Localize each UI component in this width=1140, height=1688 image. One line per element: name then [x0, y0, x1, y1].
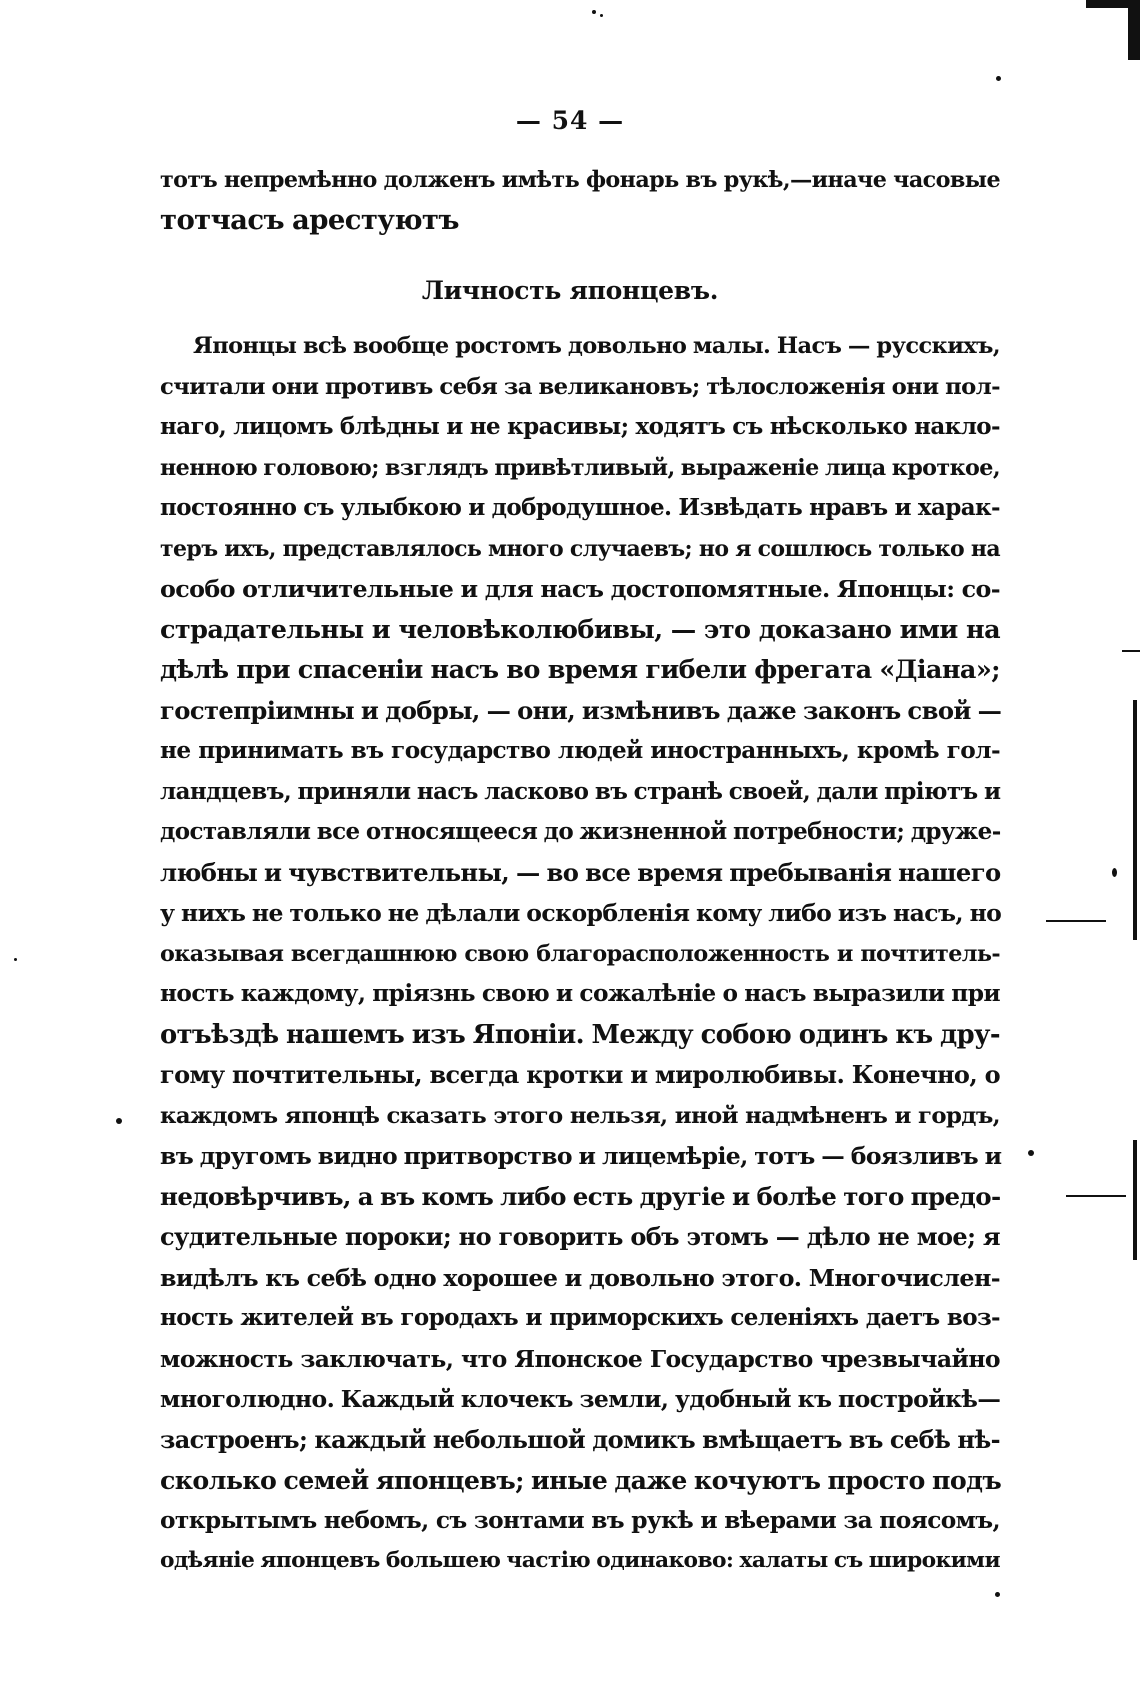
section-heading: Личность японцевъ.	[421, 276, 719, 305]
paragraph-line: постоянно съ улыбкою и добродушное. Извѣдать нравъ и харак-	[160, 494, 1000, 521]
paragraph-line: въ другомъ видно притворство и лицемѣріе, тотъ — боязливъ и	[160, 1142, 1002, 1170]
paragraph-line: особо отличительные и для насъ достопомятные. Японцы: со-	[160, 575, 1000, 603]
scan-edge-mark	[1046, 920, 1106, 922]
paragraph-line: доставляли все относящееся до жизненной потребности; друже-	[160, 818, 1001, 845]
scan-edge-mark	[1066, 1195, 1126, 1197]
scan-edge-mark	[1133, 700, 1137, 940]
paragraph-line: одѣяніе японцевъ большею частію одинаково: халаты съ широкими	[160, 1548, 1000, 1573]
paragraph-line: ненною головою; взглядъ привѣтливый, выраженіе лица кроткое,	[160, 455, 1000, 481]
scan-speck	[116, 1118, 122, 1124]
scan-speck	[996, 76, 1001, 81]
paragraph-line: ландцевъ, приняли насъ ласково въ странѣ своей, дали пріютъ и	[160, 778, 1001, 805]
paragraph-line: наго, лицомъ блѣдны и не красивы; ходятъ съ нѣсколько накло-	[160, 413, 1000, 440]
paragraph-line: сколько семей японцевъ; иные даже кочуютъ просто подъ	[160, 1465, 1002, 1495]
scan-speck	[1112, 868, 1117, 877]
scan-edge-mark	[1122, 650, 1140, 652]
paragraph-line: ность жителей въ городахъ и приморскихъ селеніяхъ даетъ воз-	[160, 1304, 1000, 1331]
paragraph-line: судительные пороки; но говорить объ этомъ — дѣло не мое; я	[160, 1222, 1000, 1251]
paragraph-line: оказывая всегдашнюю свою благорасположенность и почтитель-	[160, 941, 1000, 967]
paragraph-line: любны и чувствительны, — во все время пребыванія нашего	[160, 858, 1001, 887]
paragraph-line: дѣлѣ при спасеніи насъ во время гибели фрегата «Діана»;	[160, 655, 1000, 685]
scan-speck	[592, 10, 596, 14]
paragraph-line: теръ ихъ, представлялось много случаевъ; но я сошлюсь только на	[160, 536, 1000, 562]
paragraph-line: считали они противъ себя за великановъ; тѣлосложенія они пол-	[160, 374, 1000, 400]
scan-speck	[995, 1592, 1000, 1597]
paragraph-line: не принимать въ государство людей иностранныхъ, кромѣ гол-	[160, 737, 1000, 764]
scan-speck	[1028, 1150, 1034, 1156]
paragraph-line: недовѣрчивъ, а въ комъ либо есть другіе и болѣе того предо-	[160, 1182, 1001, 1211]
scan-speck	[600, 14, 603, 17]
paragraph-line: гому почтительны, всегда кротки и миролюбивы. Конечно, о	[160, 1060, 1000, 1089]
scan-edge-mark	[1128, 0, 1140, 60]
paragraph-line: Японцы всѣ вообще ростомъ довольно малы. Насъ — русскихъ,	[193, 333, 1000, 359]
paragraph-line: у нихъ не только не дѣлали оскорбленія кому либо изъ насъ, но	[160, 899, 1002, 927]
paragraph-line: многолюдно. Каждый клочекъ земли, удобный къ постройкѣ—	[160, 1385, 1001, 1413]
paragraph-line: видѣлъ къ себѣ одно хорошее и довольно этого. Многочислен-	[160, 1264, 1000, 1292]
paragraph-line: ность каждому, пріязнь свою и сожалѣніе о насъ выразили при	[160, 980, 1000, 1007]
scan-speck	[14, 958, 17, 961]
paragraph-line: застроенъ; каждый небольшой домикъ вмѣщаетъ въ себѣ нѣ-	[160, 1425, 1000, 1454]
paragraph-line: открытымъ небомъ, съ зонтами въ рукѣ и вѣерами за поясомъ,	[160, 1507, 1000, 1534]
text-line: тотчасъ арестуютъ	[160, 204, 459, 236]
scan-edge-mark	[1133, 1140, 1137, 1260]
text-line: тотъ непремѣнно долженъ имѣть фонарь въ рукѣ,—иначе часовые	[160, 167, 1000, 193]
paragraph-line: страдательны и человѣколюбивы, — это доказано ими на	[160, 615, 1000, 645]
paragraph-line: отъѣздѣ нашемъ изъ Японіи. Между собою одинъ къ дру-	[160, 1020, 1000, 1050]
paragraph-line: каждомъ японцѣ сказать этого нельзя, иной надмѣненъ и гордъ,	[160, 1103, 1000, 1129]
page-number: — 54 —	[515, 106, 625, 135]
paragraph-line: гостепріимны и добры, — они, измѣнивъ даже законъ свой —	[160, 696, 1002, 725]
paragraph-line: можность заключать, что Японское Государство чрезвычайно	[160, 1345, 1000, 1373]
